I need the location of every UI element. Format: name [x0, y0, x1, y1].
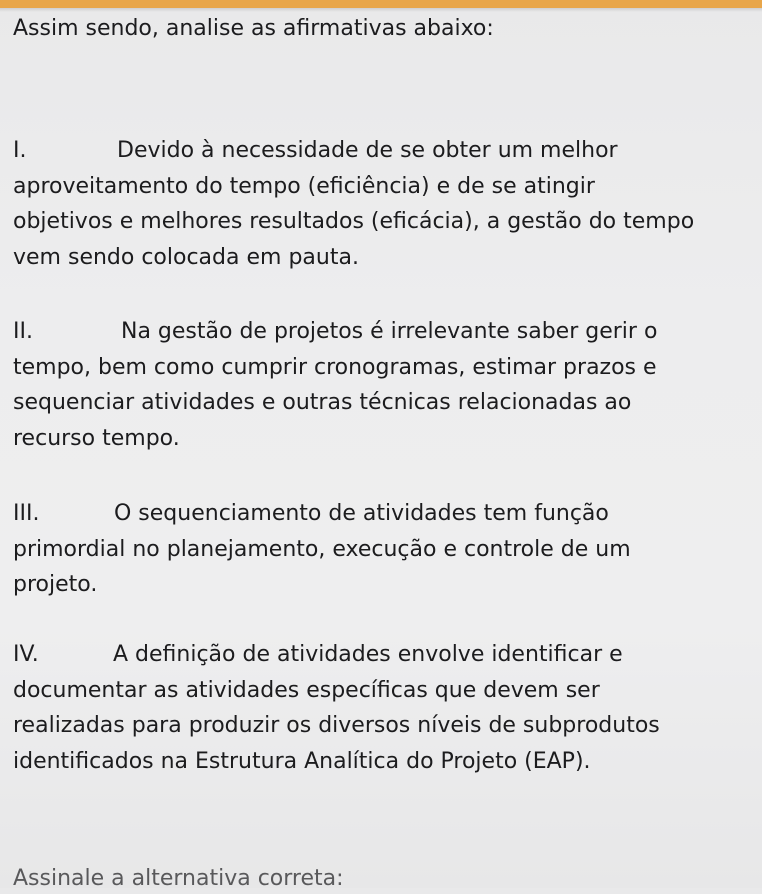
- statement-line: primordial no planejamento, execução e controle de um: [13, 536, 631, 562]
- statement-line: objetivos e melhores resultados (eficácia), a gestão do tempo: [13, 209, 695, 234]
- statement-line: tempo, bem como cumprir cronogramas, estimar prazos e: [13, 354, 657, 380]
- intro-text: Assim sendo, analise as afirmativas abaixo:: [13, 16, 494, 41]
- statement-text: O sequenciamento de atividades tem função: [114, 501, 609, 526]
- statement-iv: [13, 637, 762, 779]
- statement-line: projeto.: [13, 572, 98, 597]
- statement-text: Devido à necessidade de se obter um melhor: [117, 138, 618, 163]
- statement-iii: [13, 496, 762, 603]
- statement-line: realizadas para produzir os diversos níveis de subprodutos: [13, 713, 660, 738]
- statement-line: documentar as atividades específicas que devem ser: [13, 677, 600, 703]
- statement-numeral: IV.: [13, 642, 39, 667]
- statement-line: aproveitamento do tempo (eficiência) e de se atingir: [13, 173, 595, 199]
- statement-line: recurso tempo.: [13, 425, 180, 451]
- statement-line: [13, 133, 762, 169]
- statement-line: [13, 637, 762, 673]
- statement-numeral: II.: [13, 319, 33, 344]
- statement-text: Na gestão de projetos é irrelevante saber gerir o: [121, 319, 658, 344]
- statement-text: A definição de atividades envolve identificar e: [113, 642, 623, 667]
- statement-line: vem sendo colocada em pauta.: [13, 244, 359, 270]
- statement-line: identificados na Estrutura Analítica do Projeto (EAP).: [13, 748, 591, 774]
- statement-numeral: III.: [13, 501, 40, 526]
- statement-line: sequenciar atividades e outras técnicas relacionadas ao: [13, 390, 632, 415]
- statement-i: [13, 133, 762, 275]
- statement-line: [13, 496, 762, 532]
- statement-line: [13, 314, 762, 350]
- statement-ii: [13, 314, 762, 456]
- statement-numeral: I.: [13, 138, 27, 163]
- question-prompt: Assinale a alternativa correta:: [13, 866, 344, 891]
